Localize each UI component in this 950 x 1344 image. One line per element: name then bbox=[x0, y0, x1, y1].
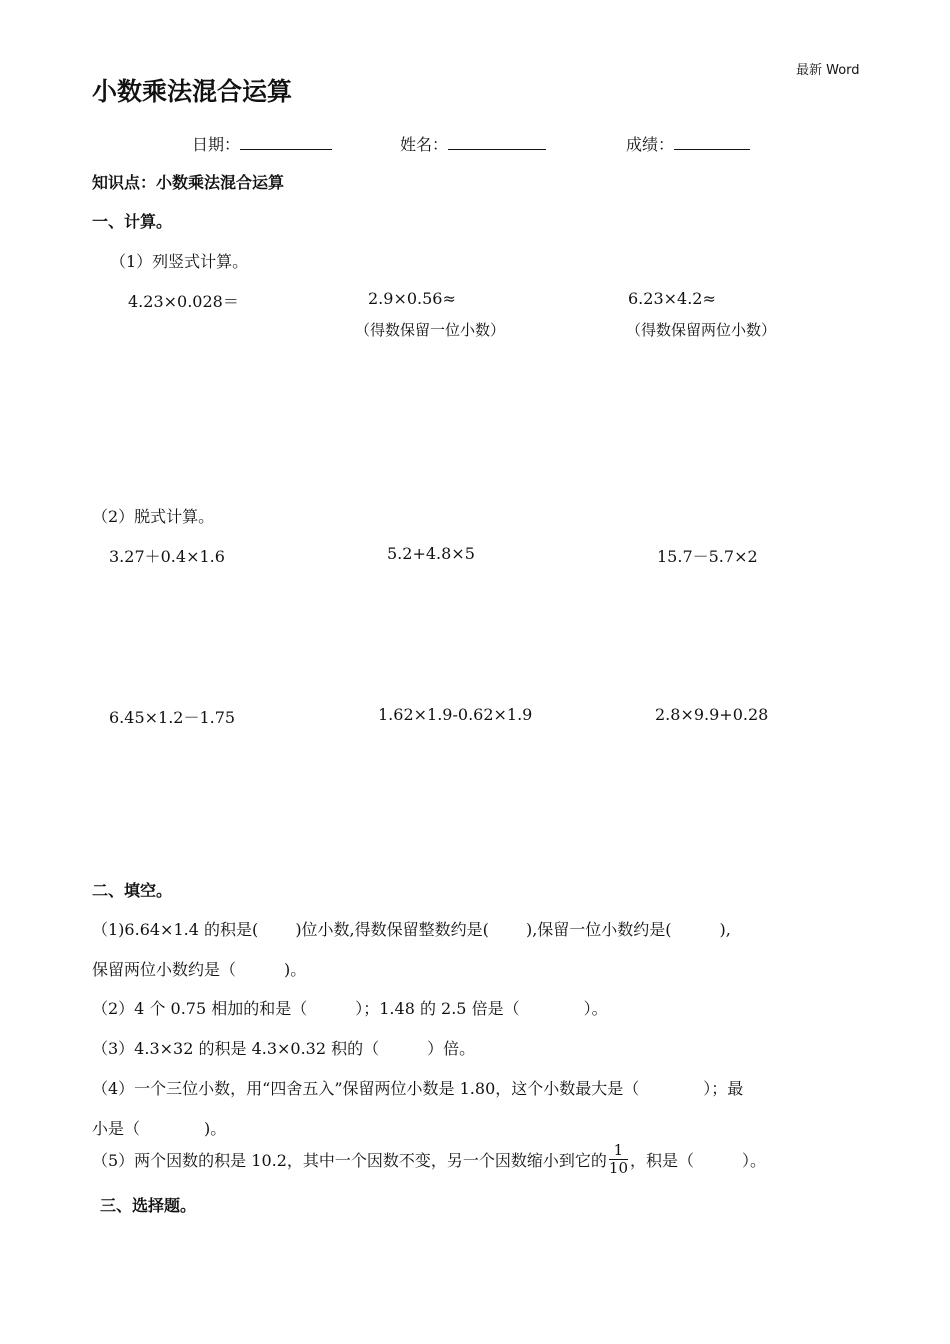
step-problem-1: 3.27＋0.4×1.6 bbox=[109, 547, 225, 566]
fill-q4-line1: （4）一个三位小数，用“四舍五入”保留两位小数是 1.80，这个小数最大是（ ）；最 bbox=[92, 1079, 744, 1098]
vertical-problem-3: 6.23×4.2≈ bbox=[628, 289, 716, 308]
name-blank bbox=[448, 148, 546, 150]
step-problem-3: 15.7－5.7×2 bbox=[657, 547, 758, 566]
section3-heading: 三、选择题。 bbox=[100, 1196, 197, 1215]
fraction-denominator: 10 bbox=[608, 1159, 628, 1177]
fill-q5 bbox=[92, 1142, 766, 1177]
fraction-numerator: 1 bbox=[609, 1142, 628, 1160]
step-problem-2: 5.2+4.8×5 bbox=[387, 544, 475, 563]
step-problem-5: 1.62×1.9-0.62×1.9 bbox=[378, 705, 533, 724]
name-label: 姓名： bbox=[400, 135, 449, 154]
step-problem-6: 2.8×9.9+0.28 bbox=[655, 705, 769, 724]
vertical-problem-2-note: （得数保留一位小数） bbox=[355, 321, 506, 339]
fraction-one-tenth bbox=[609, 1142, 628, 1177]
fill-q3: （3）4.3×32 的积是 4.3×0.32 积的（ ）倍。 bbox=[92, 1039, 476, 1058]
vertical-problem-3-note: （得数保留两位小数） bbox=[626, 321, 777, 339]
vertical-problem-1: 4.23×0.028＝ bbox=[128, 292, 239, 311]
header-watermark: 最新 Word bbox=[796, 63, 860, 78]
page-title: 小数乘法混合运算 bbox=[92, 77, 293, 106]
section1-heading: 一、计算。 bbox=[92, 212, 173, 231]
score-blank bbox=[674, 148, 750, 150]
part1-label: （1）列竖式计算。 bbox=[110, 252, 249, 271]
part2-label: （2）脱式计算。 bbox=[92, 507, 215, 526]
fill-q4-line2: 小是（ )。 bbox=[92, 1119, 227, 1138]
fill-q2: （2）4 个 0.75 相加的和是（ ）；1.48 的 2.5 倍是（ ）。 bbox=[92, 999, 608, 1018]
date-blank bbox=[240, 148, 332, 150]
knowledge-point: 知识点：小数乘法混合运算 bbox=[92, 173, 285, 192]
section2-heading: 二、填空。 bbox=[92, 881, 173, 900]
fill-q1-line2: 保留两位小数约是（ )。 bbox=[92, 960, 307, 979]
fill-q5-text: （5）两个因数的积是 10.2，其中一个因数不变，另一个因数缩小到它的 bbox=[92, 1151, 607, 1170]
date-field bbox=[192, 132, 332, 155]
step-problem-4: 6.45×1.2－1.75 bbox=[109, 708, 236, 727]
fill-q5-tail: ，积是（ ）。 bbox=[630, 1151, 767, 1170]
name-field bbox=[400, 132, 546, 155]
date-label: 日期： bbox=[192, 135, 241, 154]
score-label: 成绩： bbox=[626, 135, 675, 154]
vertical-problem-2: 2.9×0.56≈ bbox=[368, 289, 456, 308]
fill-q1-line1: （1)6.64×1.4 的积是( )位小数,得数保留整数约是( ),保留一位小数约是( ), bbox=[92, 920, 731, 939]
score-field bbox=[626, 132, 750, 155]
